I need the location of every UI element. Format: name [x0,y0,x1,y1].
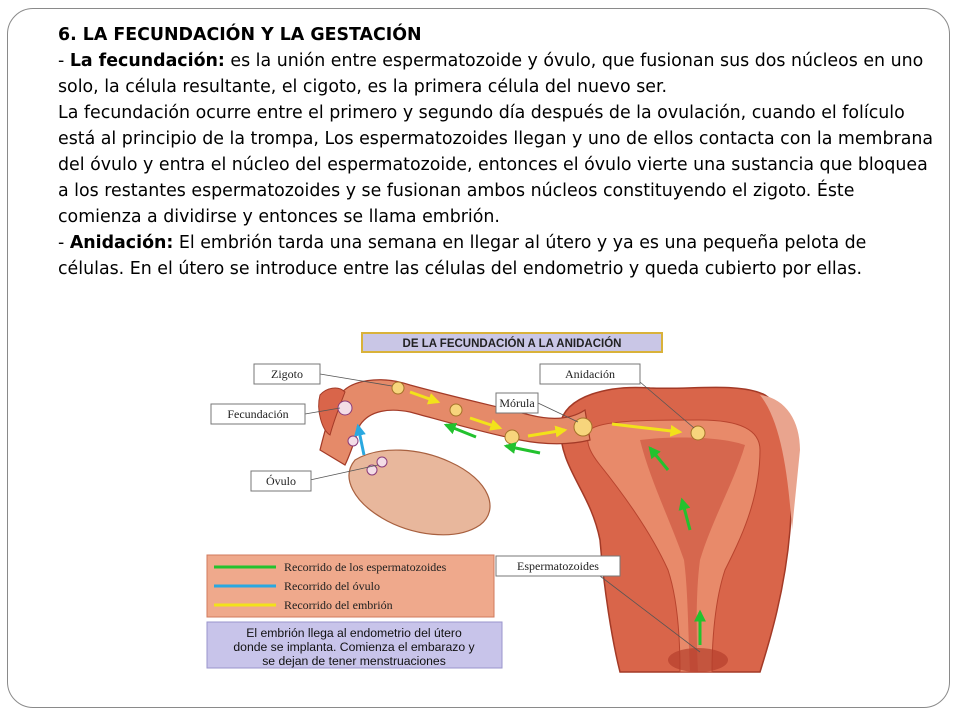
label-morula: Mórula [499,396,535,410]
morula-cell [574,418,592,436]
embryo-cell [450,404,462,416]
fallopian-tube [320,380,590,465]
caption-line: donde se implanta. Comienza el embarazo y [233,640,475,654]
paragraph-fecundacion-detail: La fecundación ocurre entre el primero y segundo día después de la ovulación, cuando el folículo está al principio de la trompa, Los espermatozoides llegan y uno de ellos contacta con la membrana del óvulo y entra el núcleo del espermatozoide, entonces el óvulo vierte una sustancia que bloquea a los restantes espermatozoides y se fusionan ambos núcleos constituyendo el zigoto. Éste comienza a dividirse y entonces se llama embrión. [58,103,934,227]
section-heading: 6. LA FECUNDACIÓN Y LA GESTACIÓN [58,25,422,45]
paragraph-prefix: - [58,51,70,71]
label-anidacion: Anidación [565,367,615,381]
label-ovulo: Óvulo [266,474,296,488]
diagram-title: DE LA FECUNDACIÓN A LA ANIDACIÓN [402,338,622,350]
label-espermatozoides: Espermatozoides [517,559,599,573]
zygote-cell [392,382,404,394]
ovule-dot [377,457,387,467]
definition-fecundacion: es la unión entre espermatozoide y óvulo, que fusionan sus dos núcleos en uno solo, la célula resultante, el cigoto, es la primera célula del nuevo ser. [58,51,924,97]
paragraph-prefix: - [58,233,70,253]
legend [207,555,494,617]
label-fecundacion: Fecundación [227,407,289,421]
ovule-path-arrow [358,426,364,455]
uterus-illustration [560,387,800,672]
caption-line: El embrión llega al endometrio del útero [246,626,462,640]
legend-item-embryo: Recorrido del embrión [284,598,393,612]
legend-item-ovule: Recorrido del óvulo [284,579,380,593]
term-anidacion: Anidación: [69,233,174,253]
sperm-path-arrow [506,446,540,453]
term-fecundacion: La fecundación: [69,51,225,71]
fertilization-cell [338,401,352,415]
caption-line: se dejan de tener menstruaciones [262,654,446,668]
label-zigoto: Zigoto [271,367,303,381]
caption [207,622,502,668]
definition-anidacion: El embrión tarda una semana en llegar al útero y ya es una pequeña pelota de células. En el útero se introduce entre las células del endometrio y queda cubierto por ellas. [58,233,867,279]
implanted-embryo [691,426,705,440]
ovary [349,450,490,535]
embryo-cell [505,430,519,444]
ovule-dot [348,436,358,446]
legend-item-sperm: Recorrido de los espermatozoides [284,560,447,574]
